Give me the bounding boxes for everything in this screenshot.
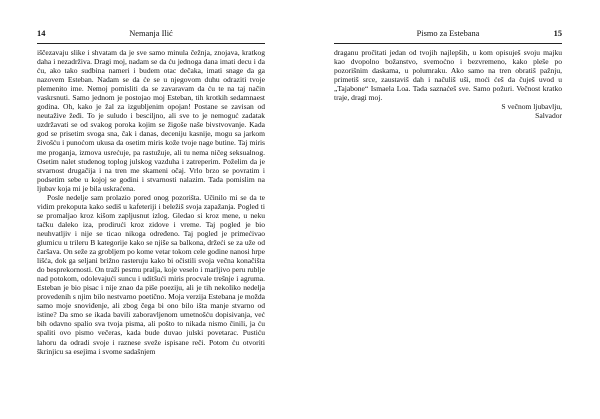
- paragraph: draganu pročitati jedan od tvojih najlepših, u kom opisuješ svoju majku kao dvopolno božanstvo, svemoćno i bezvremeno, kako pleše po pozorišnim daskama, u polumraku. Ako samo na tren obratiš pažnju, primetiš srce, zaustaviš dah i načuliš uši, moći ćeš da čuješ uvod u „Tajabone“ Ismaela Loa. Tada saznaćeš sve. Samo požuri. Večnost kratko traje, dragi moj.: [334, 48, 562, 103]
- header-rule: [334, 43, 562, 44]
- signature: Salvador: [535, 111, 562, 121]
- header-rule: [37, 43, 265, 44]
- left-page-header: [37, 28, 265, 40]
- page-number: 14: [37, 29, 46, 38]
- body-text: [37, 48, 265, 356]
- closing-line: S večnom ljubavlju,: [501, 102, 562, 112]
- paragraph: iščezavaju slike i shvatam da je sve samo minula čežnja, znojava, kratkog daha i nezadrživa. Dragi moj, nadam se da ću jednoga dana imati decu i da ću, ako tako sudbina nameri i budem otac dečaka, imati snage da ga nazovem Esteban. Nadam se da će se u njegovom duhu odraziti tvoje plemenito ime. Nemoj pomisliti da se zavaravam da ću te na taj način vaskrsnuti. Samo jednom je postojao moj Esteban, tih krotkih sedamnaest godina. Oh, kako je žal za izgubljenim opojan! Postane se zavisan od neutažive žeđi. To je suludo i besciljno, ali sve to je nemoguć zadatak uzdržavati se od svakog poroka kojim se žigoše naše bivstvovanje. Kada god se prisetim svoga sna, čak i danas, deceniju kasnije, mogu sa jarkom živošću i punoćom ukusa da osetim miris kože tvoje nage butine. Taj miris me proganja, izmova usrećuje, pa rastužuje, ali tu nema ničeg seksualnog. Osetim nalet studenog toplog julskog vazduha i zatreperim. Poželim da je stvarnost drugačija i na tren me skameni očaj. Vrlo brzo se povratim i podsetim sebe u kojoj se godini i stvarnosti nalazim. Tada pomislim na ljubav koja mi je bila uskraćena.: [37, 48, 265, 193]
- page-number: 15: [553, 29, 562, 38]
- paragraph: Posle nedelje sam prolazio pored onog pozorišta. Učinilo mi se da te vidim prekoputa kako sediš u kafeteriji i beležiš svoja zapažanja. Pogled ti se promaljao kroz kišom zapljusnut izlog. Gledao si kroz mene, u neku tačku daleko iza, prodirući kroz zidove i vreme. Taj pogled je bio neuhvatljiv i nije se ticao nikoga određeno. Taj pogled je primećivao glumicu u trileru B kategorije kako se njiše sa balkona, držeći se za uže od čaršava. On seže za grobljem po kome vetar tokom cele godine nanosi hrpe lišća, dok ga seljani brižno rasteruju kako bi očistili svoja večna konačišta do besprekornosti. On traži pesmu pralja, koje veselo i marljivo peru rublje nad potokom, odolevajući suncu i uditšući miris procvale trešnje i agruma. Esteban je bio pisac i nije znao da piše poeziju, ali je tih nekoliko nedelja provedenih s njim bilo nestvarno poetično. Moja verzija Estebana je možda samo moje snoviđenje, ali zbog čega bi ono bilo išta manje stvarno od istine? Da smo se ikada bavili zaboravljenom umetnošću dopisivanja, već bih odavno spalio sva tvoja pisma, ali pošto to nikada nismo činili, ja ću spaliti ovo pismo večeras, kada bude duvao julski povetarac. Pustiću lahoru da odradi svoje i raznese sveže ispisane reči. Potom ću otvoriti škrinjicu sa esejima i svome sadašnjem: [37, 192, 265, 356]
- running-head-author: Nemanja Ilić: [129, 29, 173, 38]
- right-page-header: [334, 28, 562, 40]
- body-text: [334, 48, 562, 120]
- right-page: [300, 0, 600, 419]
- running-head-title: Pismo za Estebana: [416, 29, 480, 38]
